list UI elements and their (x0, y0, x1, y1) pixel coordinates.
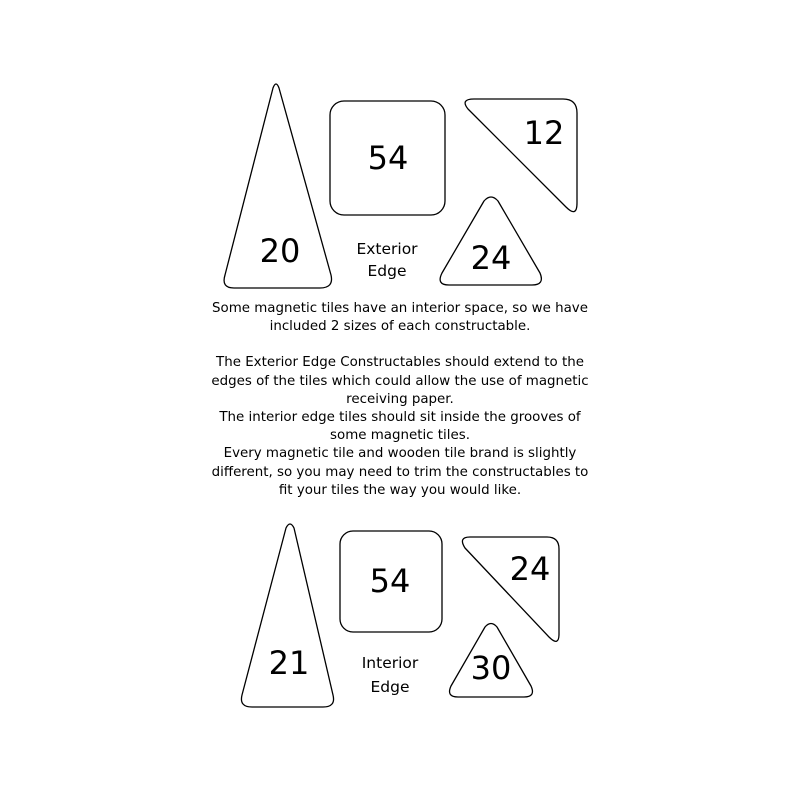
interior-small-triangle-number: 30 (470, 649, 512, 687)
interior-edge-set (241, 524, 559, 707)
exterior-edge-set (224, 84, 577, 288)
instructions-paragraph-3: The interior edge tiles should sit inside the grooves of some magnetic tiles. (219, 410, 581, 444)
instructions-paragraph-1: Some magnetic tiles have an interior space, so we have included 2 sizes of each constructable. (212, 301, 588, 335)
instructions-text (205, 300, 595, 500)
exterior-tall-triangle-number: 20 (259, 232, 301, 270)
interior-edge-label-line2: Edge (370, 678, 410, 696)
instructions-paragraph-4: Every magnetic tile and wooden tile brand is slightly different, so you may need to trim the constructables to fit your tiles the way you would like. (211, 446, 589, 498)
exterior-corner-triangle-number: 12 (523, 114, 565, 152)
instructions-paragraph-2: The Exterior Edge Constructables should extend to the edges of the tiles which could allow the use of magnetic receiving paper. (211, 355, 589, 407)
interior-corner-triangle-number: 24 (509, 550, 551, 588)
exterior-square-number: 54 (367, 139, 409, 177)
exterior-edge-label-line2: Edge (367, 262, 407, 280)
interior-tall-triangle-number: 21 (268, 644, 310, 682)
exterior-edge-label-line1: Exterior (356, 240, 418, 258)
interior-edge-label-line1: Interior (361, 654, 419, 672)
interior-square-number: 54 (369, 562, 411, 600)
exterior-small-triangle-number: 24 (470, 239, 512, 277)
